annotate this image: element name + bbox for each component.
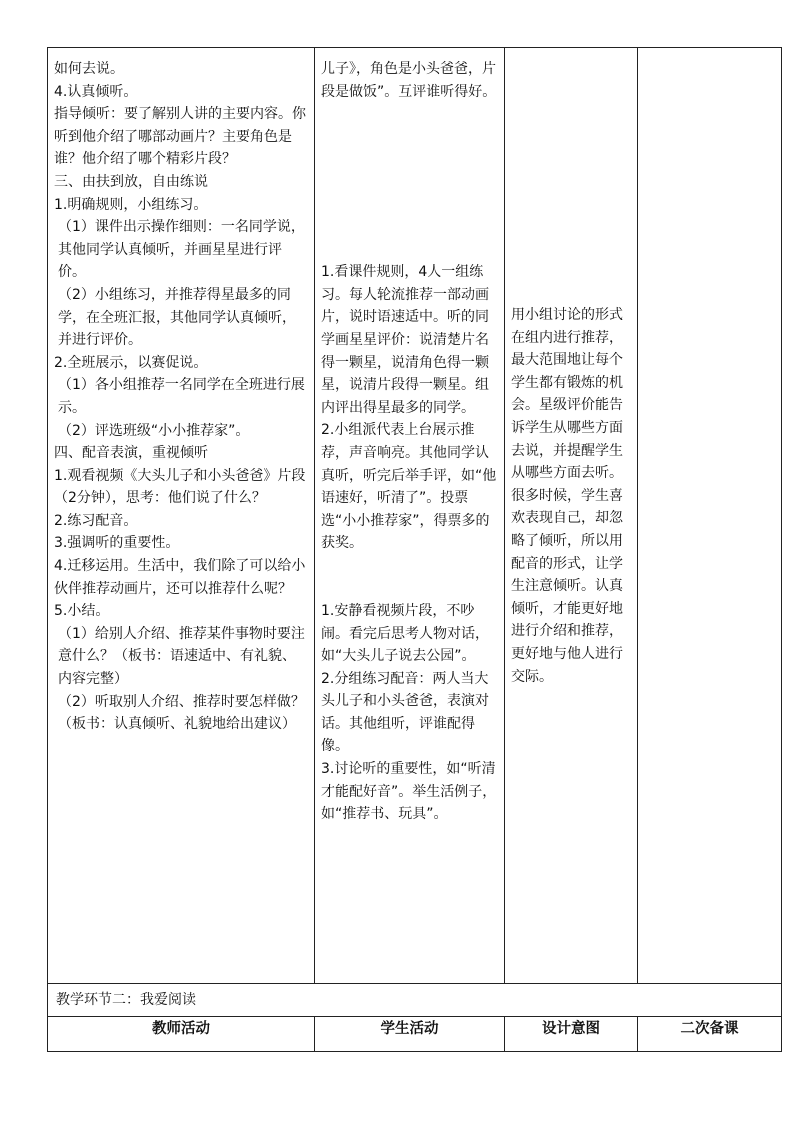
student-text-p4: 2.分组练习配音：两人当大头儿子和小头爸爸，表演对话。其他组听，评谁配得像。: [321, 670, 489, 755]
teacher-paragraph: （1）课件出示操作细则：一名同学说，其他同学认真倾听，并画星星进行评价。: [58, 219, 305, 281]
teacher-paragraph: 5.小结。: [54, 603, 110, 620]
header-student: 学生活动: [315, 1017, 505, 1052]
student-text-p5: 3.讨论听的重要性，如“听清才能配好音”。举生活例子，如“推荐书、玩具”。: [321, 761, 497, 823]
header-teacher: 教师活动: [48, 1017, 315, 1052]
section-cell: [48, 984, 782, 1017]
design-intent-cell: [505, 48, 638, 984]
teacher-paragraph: 4.认真倾听。: [54, 83, 138, 100]
teacher-paragraph: 指导倾听：要了解别人讲的主要内容。你听到他介绍了哪部动画片？主要角色是谁？他介绍了哪个精彩片段？: [54, 106, 306, 168]
teacher-paragraph: 2.练习配音。: [54, 512, 138, 529]
design-intent-text: 用小组讨论的形式在组内进行推荐，最大范围地让每个学生都有锻炼的机会。星级评价能告诉学生从哪些方面去说，并提醒学生从哪些方面去听。很多时候，学生喜欢表现自己，却忽略了倾听，所以用配音的形式，让学生注意倾听。认真倾听，才能更好地进行介绍和推荐，更好地与他人进行交际。: [511, 307, 623, 685]
student-text-p1: 1.看课件规则，4人一组练习。每人轮流推荐一部动画片，说时语速适中。听的同学画星星评价：说清楚片名得一颗星，说清角色得一颗星，说清片段得一颗星。组内评出得星最多的同学。: [321, 264, 489, 416]
section-row: [48, 984, 782, 1017]
teacher-paragraph: 1.明确规则，小组练习。: [54, 196, 208, 213]
teacher-paragraph: （2）听取别人介绍、推荐时要怎样做？（板书：认真倾听、礼貌地给出建议）: [58, 693, 305, 733]
teacher-paragraph: （2）小组练习，并推荐得星最多的同学，在全班汇报，其他同学认真倾听，并进行评价。: [58, 286, 296, 349]
teacher-paragraph: （1）给别人介绍、推荐某件事物时要注意什么？（板书：语速适中、有礼貌、内容完整）: [58, 625, 305, 688]
student-activity-text: [315, 48, 504, 826]
teacher-paragraph: （2）评选班级“小小推荐家”。: [58, 422, 250, 439]
header-design: 设计意图: [505, 1017, 638, 1052]
teacher-paragraph: 4.迁移运用。生活中，我们除了可以给小伙伴推荐动画片，还可以推荐什么呢？: [54, 558, 306, 597]
lesson-plan-table: [47, 47, 782, 1052]
student-text-top: 儿子》，角色是小头爸爸，片段是做饭”。互评谁听得好。: [321, 61, 497, 100]
student-text-p3: 1.安静看视频片段，不吵闹。看完后思考人物对话，如“大头儿子说去公园”。: [321, 602, 489, 665]
teacher-activity-cell: [48, 48, 315, 984]
teacher-activity-text: [48, 48, 314, 736]
content-row: [48, 48, 782, 984]
teacher-paragraph: 四、配音表演，重视倾听: [54, 445, 208, 462]
second-prep-cell: [638, 48, 782, 984]
teacher-paragraph: 3.强调听的重要性。: [54, 535, 180, 552]
student-text-p2: 2.小组派代表上台展示推荐，声音响亮。其他同学认真听，听完后举手评，如“他语速好，听清了”。投票选“小小推荐家”，得票多的获奖。: [321, 422, 497, 552]
teacher-paragraph: 1.观看视频《大头儿子和小头爸爸》片段（2分钟），思考：他们说了什么？: [54, 467, 306, 507]
header-second: 二次备课: [638, 1017, 782, 1052]
teacher-paragraph: （1）各小组推荐一名同学在全班进行展示。: [58, 377, 305, 416]
student-activity-cell: [315, 48, 505, 984]
teacher-paragraph: 如何去说。: [54, 61, 124, 77]
teacher-paragraph: 2.全班展示，以赛促说。: [54, 354, 208, 371]
section-title: 教学环节二：我爱阅读: [56, 992, 196, 1008]
header-row: [48, 1017, 782, 1052]
second-prep-text: [638, 48, 781, 58]
teacher-paragraph: 三、由扶到放，自由练说: [54, 173, 208, 190]
